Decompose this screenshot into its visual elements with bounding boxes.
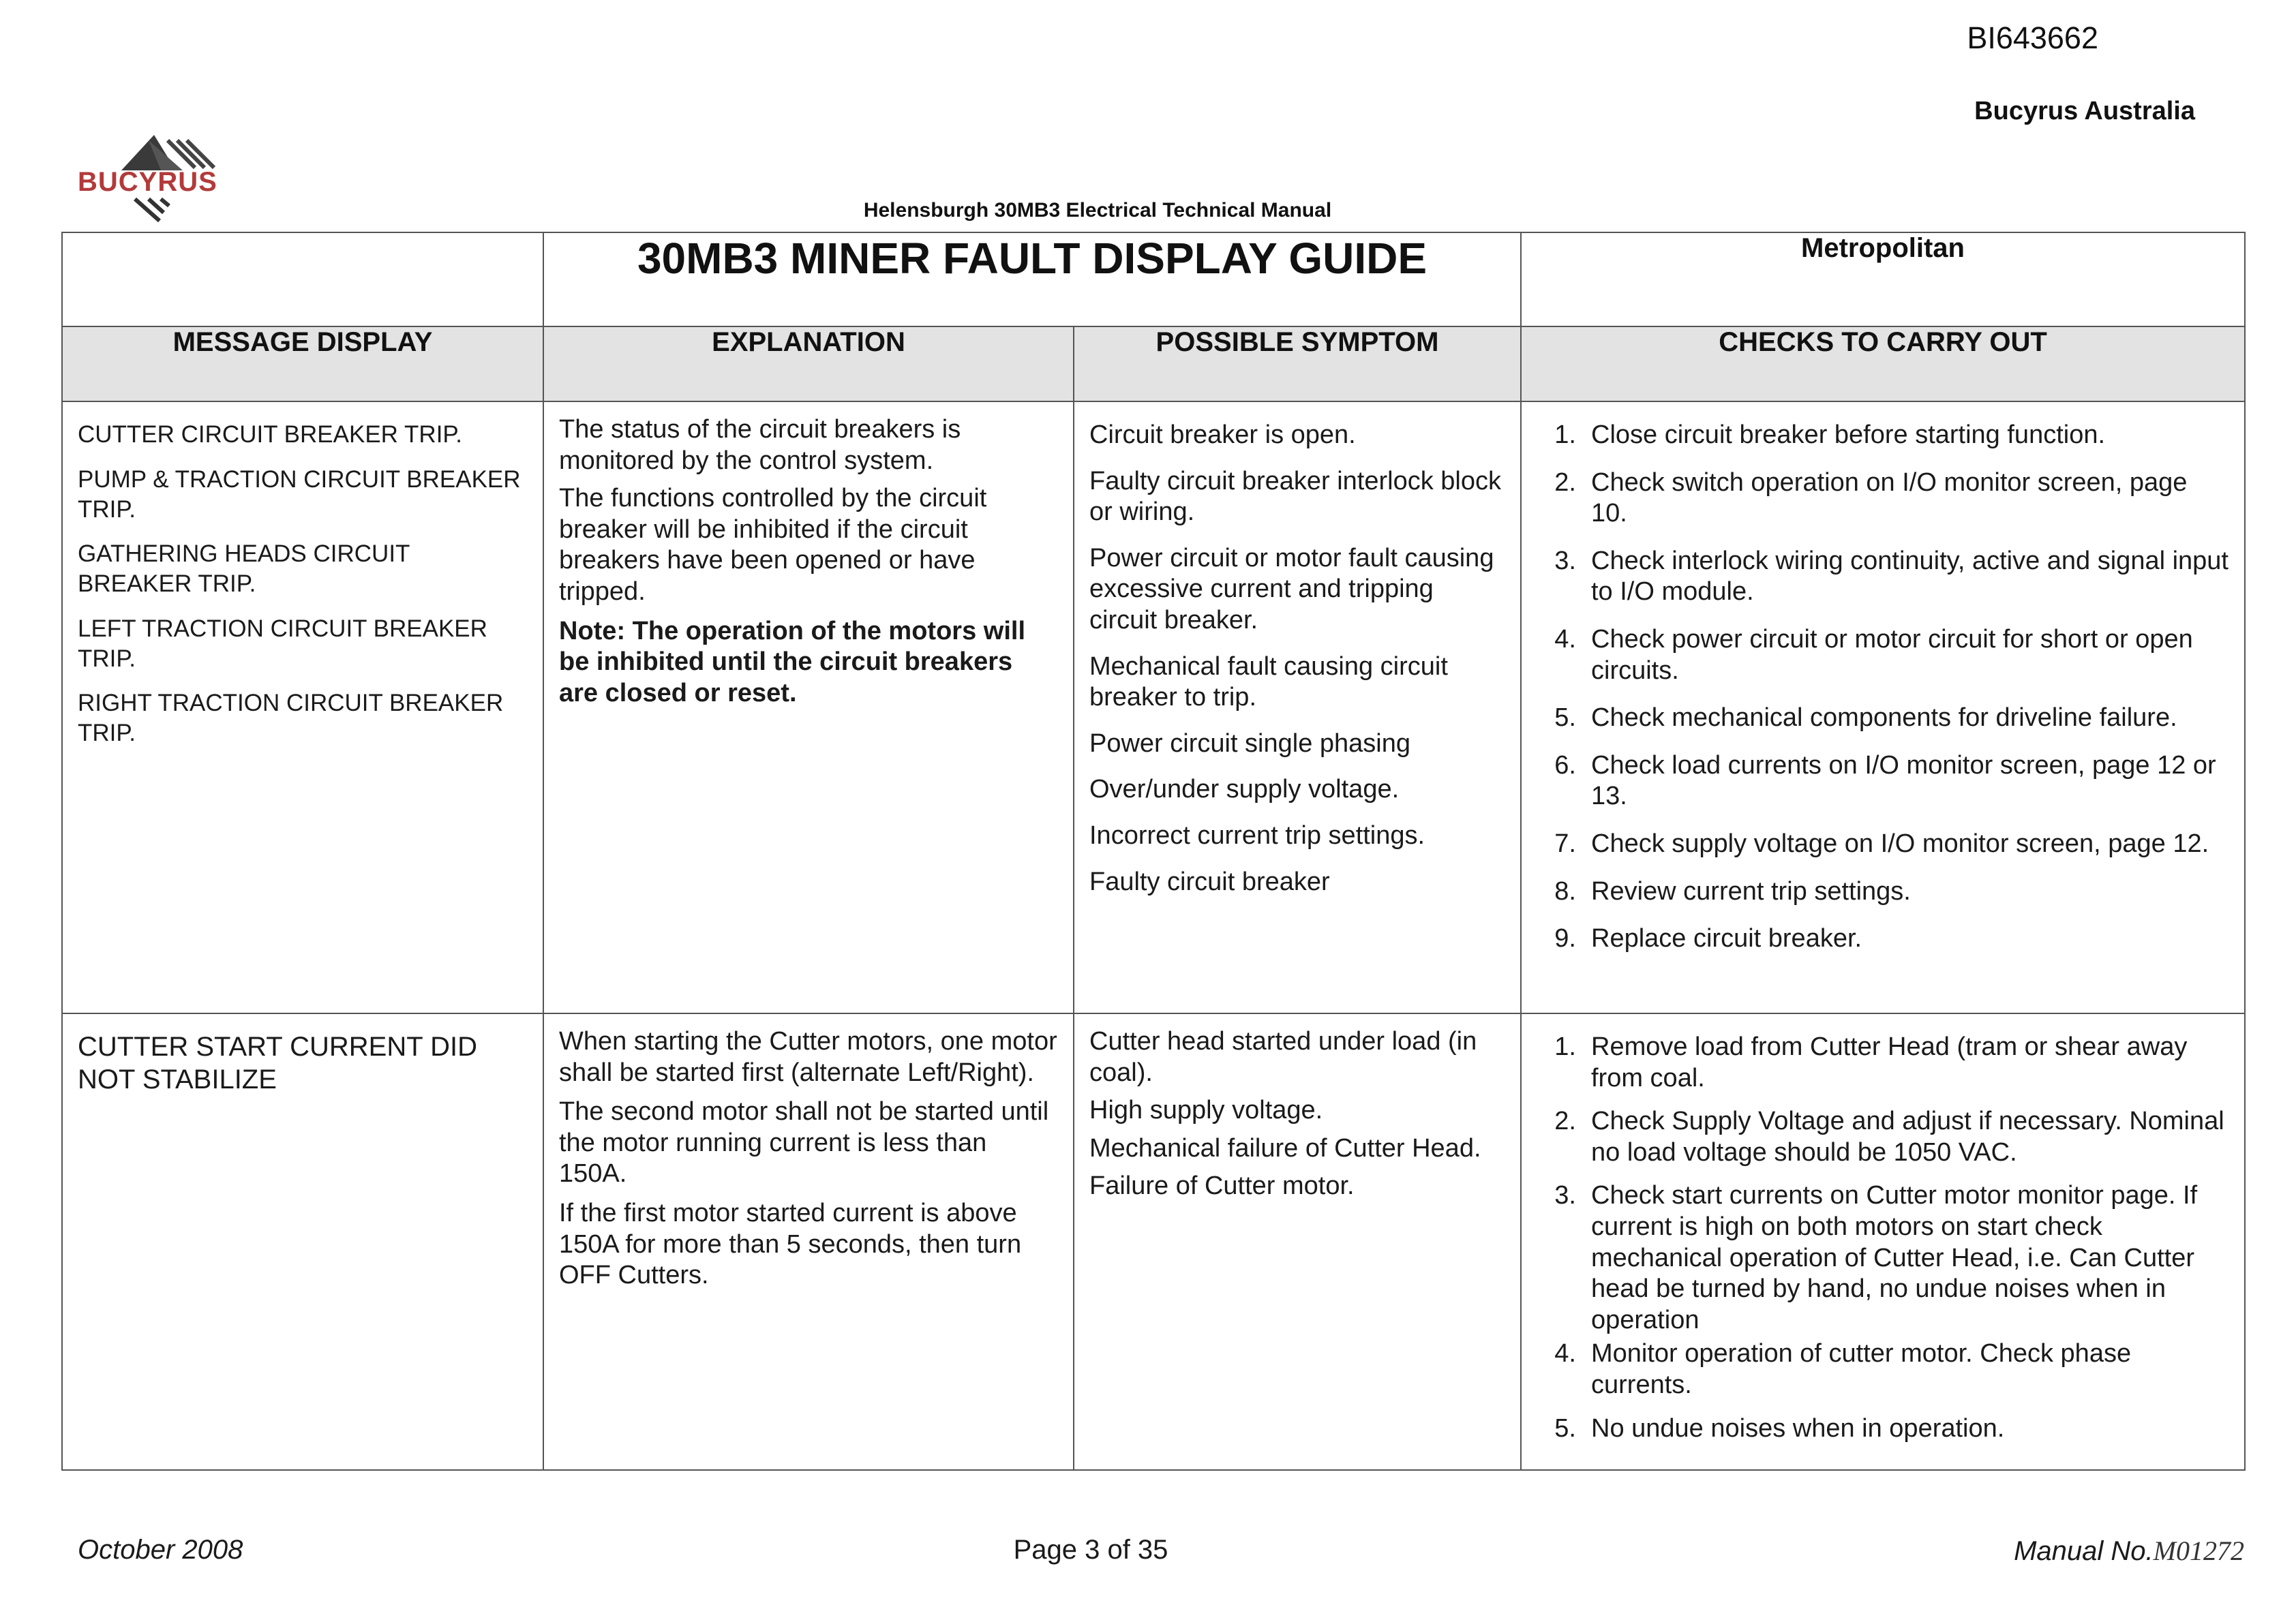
- explanation-paragraph: The functions controlled by the circuit breaker will be inhibited if the circuit breakers have been opened or have tripped.: [559, 484, 987, 606]
- check-number: 9.: [1554, 924, 1576, 953]
- footer-manual-number: [2014, 1535, 2244, 1567]
- symptom-item: High supply voltage.: [1089, 1096, 1323, 1125]
- column-header-message: MESSAGE DISPLAY: [62, 326, 543, 401]
- explanation-cell: [543, 401, 1074, 1013]
- checks-cell: [1521, 1013, 2245, 1470]
- symptom-item: Faulty circuit breaker interlock block or wiring.: [1089, 466, 1501, 527]
- document-id: BI643662: [1967, 20, 2098, 55]
- manual-number-label: Manual No.: [2014, 1536, 2154, 1566]
- footer-page-number: Page 3 of 35: [1013, 1535, 1168, 1565]
- symptom-item: Cutter head started under load (in coal).: [1089, 1027, 1477, 1087]
- check-text: Check mechanical components for driveline failure.: [1591, 703, 2177, 733]
- check-text: Check load currents on I/O monitor screen, page 12 or 13.: [1591, 750, 2216, 811]
- explanation-cell: [543, 1013, 1074, 1470]
- column-header-symptom: POSSIBLE SYMPTOM: [1074, 326, 1521, 401]
- message-item: PUMP & TRACTION CIRCUIT BREAKER TRIP.: [78, 465, 521, 523]
- check-text: Review current trip settings.: [1591, 876, 1911, 906]
- manual-title: Helensburgh 30MB3 Electrical Technical Manual: [863, 199, 1332, 221]
- check-item: [1537, 624, 2229, 686]
- svg-text:BUCYRUS: BUCYRUS: [78, 167, 217, 197]
- message-item: LEFT TRACTION CIRCUIT BREAKER TRIP.: [78, 615, 487, 672]
- check-item: [1537, 750, 2229, 812]
- check-item: [1537, 923, 2229, 955]
- symptom-item: Faulty circuit breaker: [1089, 867, 1330, 896]
- check-item: [1537, 876, 2229, 908]
- check-text: Replace circuit breaker.: [1591, 924, 1862, 953]
- explanation-paragraph: The status of the circuit breakers is monitored by the control system.: [559, 415, 961, 475]
- symptom-cell: [1074, 1013, 1521, 1470]
- check-item: [1537, 1413, 2229, 1445]
- explanation-paragraph: The second motor shall not be started until the motor running current is less than 150A.: [559, 1097, 1049, 1189]
- symptom-item: Failure of Cutter motor.: [1089, 1172, 1355, 1201]
- check-number: 8.: [1554, 876, 1576, 906]
- check-text: Check supply voltage on I/O monitor screen, page 12.: [1591, 829, 2209, 858]
- check-text: Check power circuit or motor circuit for short or open circuits.: [1591, 624, 2193, 685]
- check-number: 3.: [1554, 546, 1576, 575]
- message-cell: [62, 401, 543, 1013]
- check-text: Check start currents on Cutter motor monitor page. If current is high on both motors on start check mechanical operation of Cutter Head, i.e. Can Cutter head be turned by hand, no undue noises when in operation: [1591, 1181, 2198, 1334]
- check-number: 5.: [1554, 703, 1576, 733]
- check-item: [1537, 420, 2229, 451]
- message-cell: [62, 1013, 543, 1470]
- check-item: [1537, 1106, 2229, 1168]
- symptom-item: Power circuit or motor fault causing excessive current and tripping circuit breaker.: [1089, 543, 1494, 634]
- check-number: 2.: [1554, 468, 1576, 497]
- check-text: Remove load from Cutter Head (tram or shear away from coal.: [1591, 1032, 2188, 1092]
- table-row: [62, 1013, 2245, 1470]
- check-text: Check switch operation on I/O monitor screen, page 10.: [1591, 468, 2188, 528]
- site-title: Metropolitan: [1521, 232, 2245, 326]
- check-text: Check interlock wiring continuity, active and signal input to I/O module.: [1591, 546, 2229, 607]
- check-number: 2.: [1554, 1107, 1576, 1136]
- check-text: No undue noises when in operation.: [1591, 1413, 2005, 1443]
- symptom-cell: [1074, 401, 1521, 1013]
- explanation-paragraph: If the first motor started current is above 150A for more than 5 seconds, then turn OFF Cutters.: [559, 1198, 1022, 1290]
- check-number: 1.: [1554, 420, 1576, 449]
- message-item: CUTTER CIRCUIT BREAKER TRIP.: [78, 421, 462, 448]
- symptom-item: Circuit breaker is open.: [1089, 420, 1356, 449]
- symptom-item: Power circuit single phasing: [1089, 729, 1411, 758]
- symptom-item: Mechanical fault causing circuit breaker to trip.: [1089, 652, 1448, 712]
- message-item: CUTTER START CURRENT DID NOT STABILIZE: [78, 1032, 477, 1095]
- main-title: 30MB3 MINER FAULT DISPLAY GUIDE: [543, 232, 1521, 326]
- check-number: 3.: [1554, 1181, 1576, 1210]
- symptom-item: Incorrect current trip settings.: [1089, 821, 1425, 850]
- explanation-note: Note: The operation of the motors will be inhibited until the circuit breakers are closed or reset.: [559, 616, 1025, 707]
- fault-guide-table: [61, 232, 2246, 1471]
- table-row: [62, 401, 2245, 1013]
- company-name: Bucyrus Australia: [1974, 97, 2195, 125]
- check-item: [1537, 829, 2229, 860]
- title-blank-cell: [62, 232, 543, 326]
- check-item: [1537, 1180, 2229, 1336]
- message-item: RIGHT TRACTION CIRCUIT BREAKER TRIP.: [78, 690, 504, 746]
- column-header-row: [62, 326, 2245, 401]
- check-text: Check Supply Voltage and adjust if necessary. Nominal no load voltage should be 1050 VAC.: [1591, 1107, 2224, 1167]
- check-item: [1537, 1338, 2229, 1401]
- check-item: [1537, 1032, 2229, 1094]
- column-header-checks: CHECKS TO CARRY OUT: [1521, 326, 2245, 401]
- check-number: 5.: [1554, 1413, 1576, 1443]
- check-item: [1537, 546, 2229, 608]
- check-number: 7.: [1554, 829, 1576, 858]
- check-item: [1537, 703, 2229, 734]
- explanation-paragraph: When starting the Cutter motors, one motor shall be started first (alternate Left/Right).: [559, 1027, 1057, 1087]
- checks-cell: [1521, 401, 2245, 1013]
- check-number: 4.: [1554, 1339, 1576, 1368]
- check-number: 1.: [1554, 1032, 1576, 1061]
- footer-date: October 2008: [78, 1535, 243, 1565]
- check-number: 6.: [1554, 750, 1576, 780]
- title-row: [62, 232, 2245, 326]
- check-text: Monitor operation of cutter motor. Check phase currents.: [1591, 1339, 2132, 1399]
- check-item: [1537, 468, 2229, 530]
- symptom-item: Over/under supply voltage.: [1089, 775, 1400, 804]
- check-number: 4.: [1554, 624, 1576, 654]
- column-header-explanation: EXPLANATION: [543, 326, 1074, 401]
- manual-number-value: M01272: [2153, 1535, 2244, 1566]
- symptom-item: Mechanical failure of Cutter Head.: [1089, 1133, 1481, 1163]
- check-text: Close circuit breaker before starting function.: [1591, 420, 2106, 449]
- message-item: GATHERING HEADS CIRCUIT BREAKER TRIP.: [78, 540, 410, 597]
